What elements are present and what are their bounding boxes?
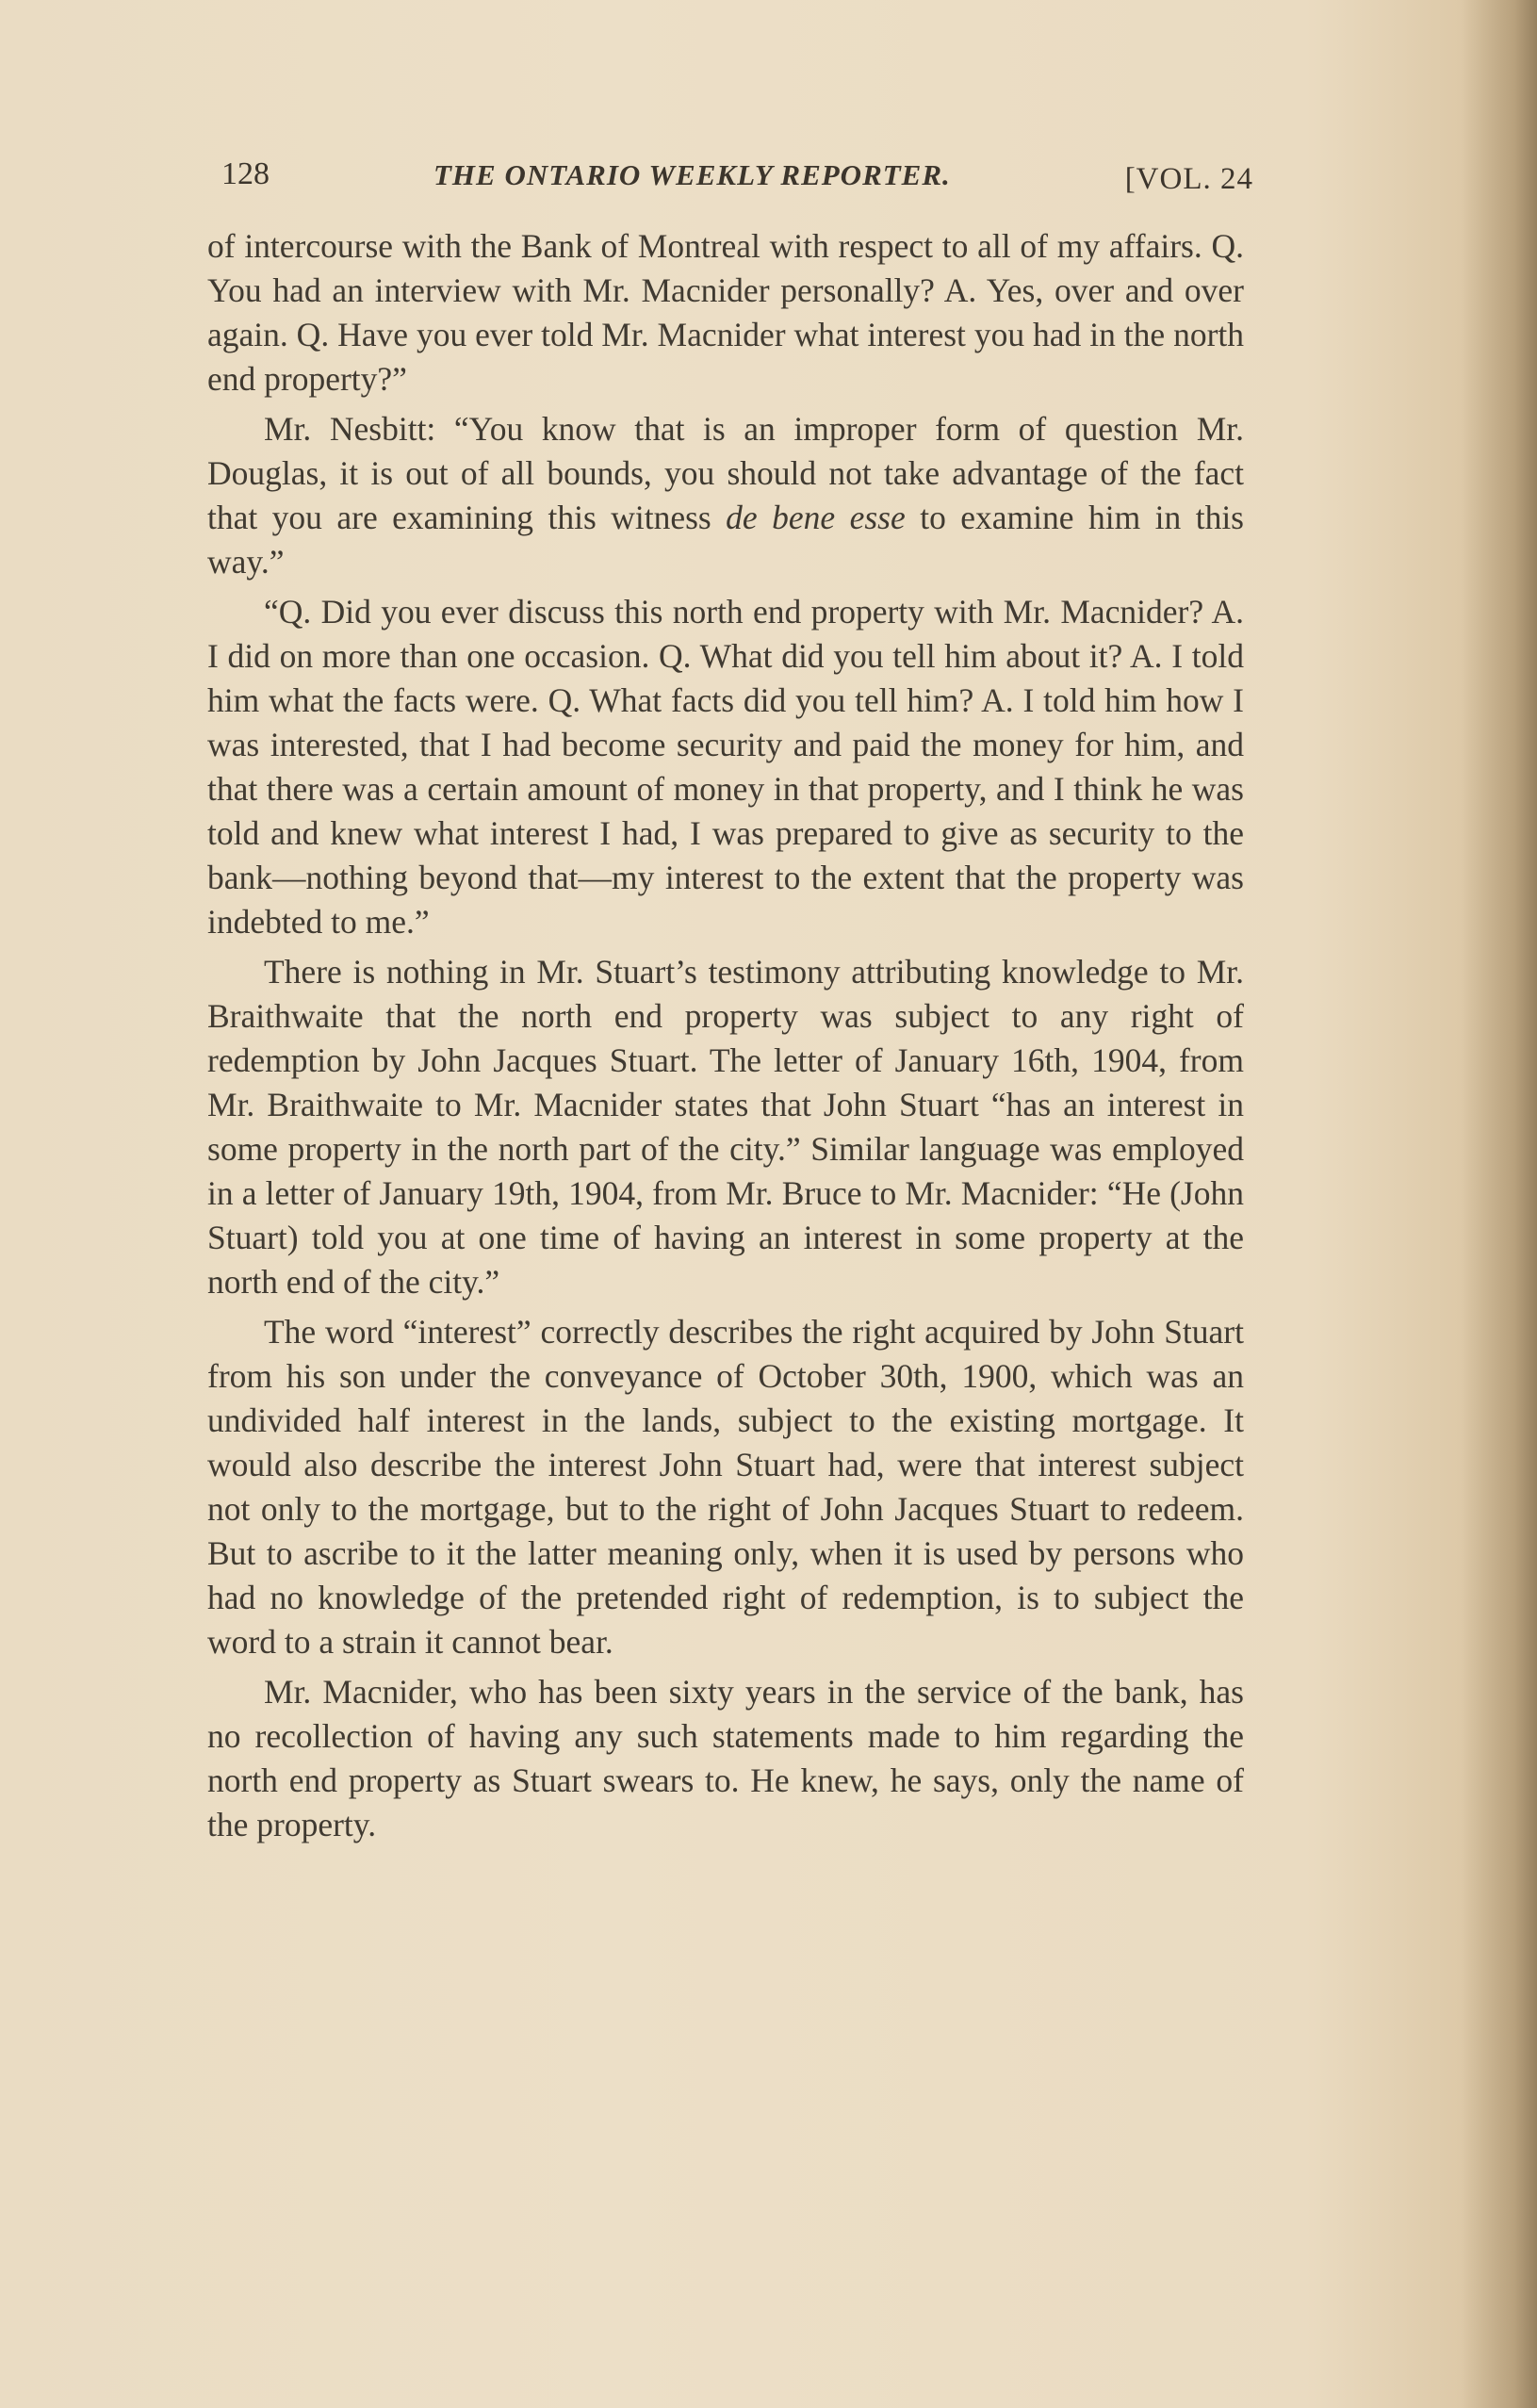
paragraph-2-text-before: Mr. Nesbitt: “You know that is an improper form of question Mr. Douglas, it is out of all bounds, you should not take advantage of the fact that you are examining this witness [207,410,1244,536]
running-title: THE ONTARIO WEEKLY REPORTER. [433,158,951,191]
page-number: 128 [221,156,270,191]
page-edge-shadow [1462,0,1537,2408]
paragraph-1: of intercourse with the Bank of Montreal with respect to all of my affairs. Q. You had an interview with Mr. Macnider personally? A. Yes, over and over again. Q. Have you ever told Mr. Macnider what interest you had in the north end property?” [207,227,1244,398]
paragraph-4: There is nothing in Mr. Stuart’s testimony attributing knowledge to Mr. Braithwaite that the north end property was subject to any right of redemption by John Jacques Stuart. The letter of January 16th, 1904, from Mr. Braithwaite to Mr. Macnider states that John Stuart “has an interest in some property in the north part of the city.” Similar language was employed in a letter of January 19th, 1904, from Mr. Bruce to Mr. Macnider: “He (John Stuart) told you at one time of having an interest in some property at the north end of the city.” [207,953,1244,1301]
running-header [221,151,1253,207]
paragraph-2-latin-phrase: de bene esse [726,499,906,536]
paragraph-3: “Q. Did you ever discuss this north end property with Mr. Macnider? A. I did on more than one occasion. Q. What did you tell him about it? A. I told him what the facts were. Q. What facts did you tell him? A. I told him how I was interested, that I had become security and paid the money for him, and that there was a certain amount of money in that property, and I think he was told and knew what interest I had, I was prepared to give as security to the bank—nothing beyond that—my interest to the extent that the property was indebted to me.” [207,593,1244,941]
paragraph-5: The word “interest” correctly describes the right acquired by John Stuart from his son under the conveyance of October 30th, 1900, which was an undivided half interest in the lands, subject to the existing mortgage. It would also describe the interest John Stuart had, were that interest subject not only to the mortgage, but to the right of John Jacques Stuart to redeem. But to ascribe to it the latter meaning only, when it is used by persons who had no knowledge of the pretended right of redemption, is to subject the word to a strain it cannot bear. [207,1313,1244,1661]
paragraph-2-text-after: to examine him in this way.” [207,499,1244,581]
body-text [207,224,1244,1853]
paragraph-6: Mr. Macnider, who has been sixty years in the service of the bank, has no recollection of having any such statements made to him regarding the north end property as Stuart swears to. He knew, he says, only the name of the property. [207,1673,1244,1843]
volume-label: [VOL. 24 [1124,162,1253,196]
paragraph-2 [207,407,1244,584]
